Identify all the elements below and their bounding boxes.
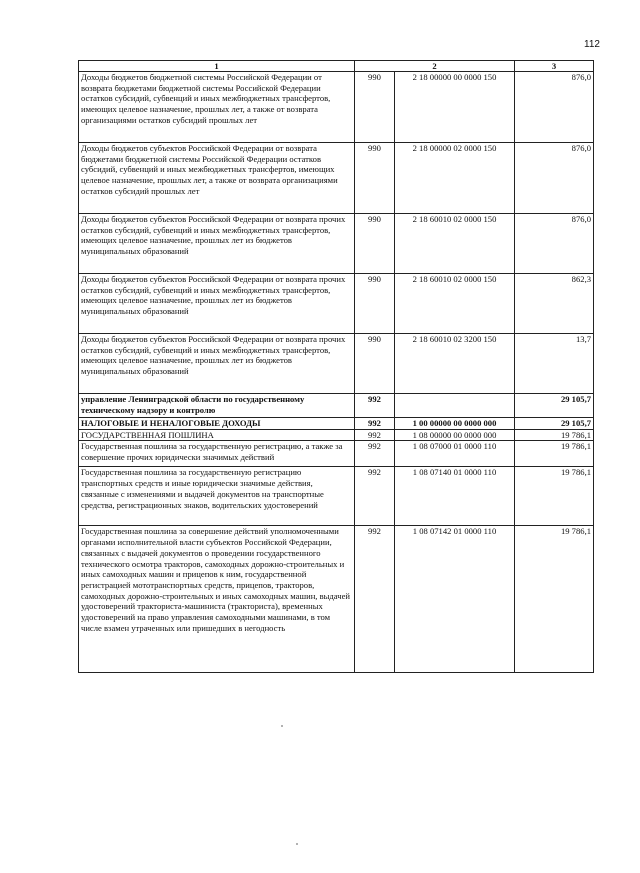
table-row	[79, 143, 594, 214]
amount-cell: 19 786,1	[515, 526, 594, 673]
amount-cell: 29 105,7	[515, 394, 594, 418]
page-number: 112	[584, 39, 600, 50]
amount-cell: 19 786,1	[515, 441, 594, 467]
header-col-2: 2	[355, 61, 515, 72]
table-row	[79, 441, 594, 467]
revenue-name-cell: НАЛОГОВЫЕ И НЕНАЛОГОВЫЕ ДОХОДЫ	[79, 418, 355, 430]
budget-code-cell: 2 18 60010 02 3200 150	[395, 334, 515, 394]
revenue-table	[78, 60, 594, 673]
budget-code-cell: 2 18 00000 00 0000 150	[395, 72, 515, 143]
revenue-name-cell: Государственная пошлина за государственную регистрацию, а также за совершение прочих юридически значимых действий	[79, 441, 355, 467]
table-row	[79, 394, 594, 418]
admin-code-cell: 992	[355, 467, 395, 526]
budget-code-cell: 1 08 07140 01 0000 110	[395, 467, 515, 526]
admin-code-cell: 992	[355, 394, 395, 418]
amount-cell: 876,0	[515, 143, 594, 214]
admin-code-cell: 990	[355, 214, 395, 274]
revenue-name-cell: Доходы бюджетов субъектов Российской Федерации от возврата бюджетами бюджетной системы Российской Федерации остатков субсидий, субвенций и иных межбюджетных трансфертов, имеющих целевое назначение, прошлых лет, а также от возврата организациями остатков субсидий прошлых лет	[79, 143, 355, 214]
admin-code-cell: 992	[355, 418, 395, 430]
revenue-name-cell: Государственная пошлина за совершение действий уполномоченными органами исполнительной власти субъектов Российской Федерации, связанных с выдачей документов о проведении государственного технического осмотра тракторов, самоходных дорожно-строительных и иных самоходных машин и прицепов к ним, государственной регистрацией мототранспортных средств, прицепов, тракторов, самоходных дорожно-строительных и иных самоходных машин, выдачей удостоверений тракториста-машиниста (тракториста), временных удостоверений на право управления самоходными машинами, в том числе взамен утраченных или пришедших в негодность	[79, 526, 355, 673]
header-col-1: 1	[79, 61, 355, 72]
budget-code-cell: 2 18 60010 02 0000 150	[395, 274, 515, 334]
revenue-name-cell: управление Ленинградской области по государственному техническому надзору и контролю	[79, 394, 355, 418]
admin-code-cell: 990	[355, 334, 395, 394]
budget-code-cell: 2 18 60010 02 0000 150	[395, 214, 515, 274]
revenue-name-cell: Доходы бюджетов субъектов Российской Федерации от возврата прочих остатков субсидий, субвенций и иных межбюджетных трансфертов, имеющих целевое назначение, прошлых лет из бюджетов муниципальных образований	[79, 334, 355, 394]
amount-cell: 19 786,1	[515, 429, 594, 441]
revenue-name-cell: Государственная пошлина за государственную регистрацию транспортных средств и иные юридически значимые действия, связанные с изменениями и выдачей документов на транспортные средства, регистрационных знаков, водительских удостоверений	[79, 467, 355, 526]
table-header-row	[79, 61, 594, 72]
table-row	[79, 214, 594, 274]
budget-code-cell	[395, 394, 515, 418]
amount-cell: 876,0	[515, 72, 594, 143]
amount-cell: 13,7	[515, 334, 594, 394]
admin-code-cell: 992	[355, 526, 395, 673]
budget-code-cell: 1 00 00000 00 0000 000	[395, 418, 515, 430]
budget-code-cell: 1 08 00000 00 0000 000	[395, 429, 515, 441]
admin-code-cell: 990	[355, 274, 395, 334]
revenue-name-cell: Доходы бюджетов субъектов Российской Федерации от возврата прочих остатков субсидий, субвенций и иных межбюджетных трансфертов, имеющих целевое назначение, прошлых лет из бюджетов муниципальных образований	[79, 214, 355, 274]
amount-cell: 876,0	[515, 214, 594, 274]
scan-speck	[296, 843, 298, 845]
revenue-name-cell: ГОСУДАРСТВЕННАЯ ПОШЛИНА	[79, 429, 355, 441]
table-row	[79, 334, 594, 394]
budget-code-cell: 1 08 07000 01 0000 110	[395, 441, 515, 467]
admin-code-cell: 990	[355, 72, 395, 143]
revenue-name-cell: Доходы бюджетов субъектов Российской Федерации от возврата прочих остатков субсидий, субвенций и иных межбюджетных трансфертов, имеющих целевое назначение, прошлых лет из бюджетов муниципальных образований	[79, 274, 355, 334]
amount-cell: 29 105,7	[515, 418, 594, 430]
table-row	[79, 72, 594, 143]
revenue-name-cell: Доходы бюджетов бюджетной системы Российской Федерации от возврата бюджетами бюджетной системы Российской Федерации остатков субсидий, субвенций и иных межбюджетных трансфертов, имеющих целевое назначение, прошлых лет, а также от возврата организациями остатков субсидий прошлых лет	[79, 72, 355, 143]
admin-code-cell: 992	[355, 441, 395, 467]
admin-code-cell: 990	[355, 143, 395, 214]
amount-cell: 862,3	[515, 274, 594, 334]
budget-code-cell: 1 08 07142 01 0000 110	[395, 526, 515, 673]
budget-code-cell: 2 18 00000 02 0000 150	[395, 143, 515, 214]
table-row	[79, 526, 594, 673]
header-col-3: 3	[515, 61, 594, 72]
table-row	[79, 467, 594, 526]
table-row	[79, 274, 594, 334]
table-row	[79, 429, 594, 441]
table-row	[79, 418, 594, 430]
admin-code-cell: 992	[355, 429, 395, 441]
scan-speck	[281, 725, 283, 727]
amount-cell: 19 786,1	[515, 467, 594, 526]
